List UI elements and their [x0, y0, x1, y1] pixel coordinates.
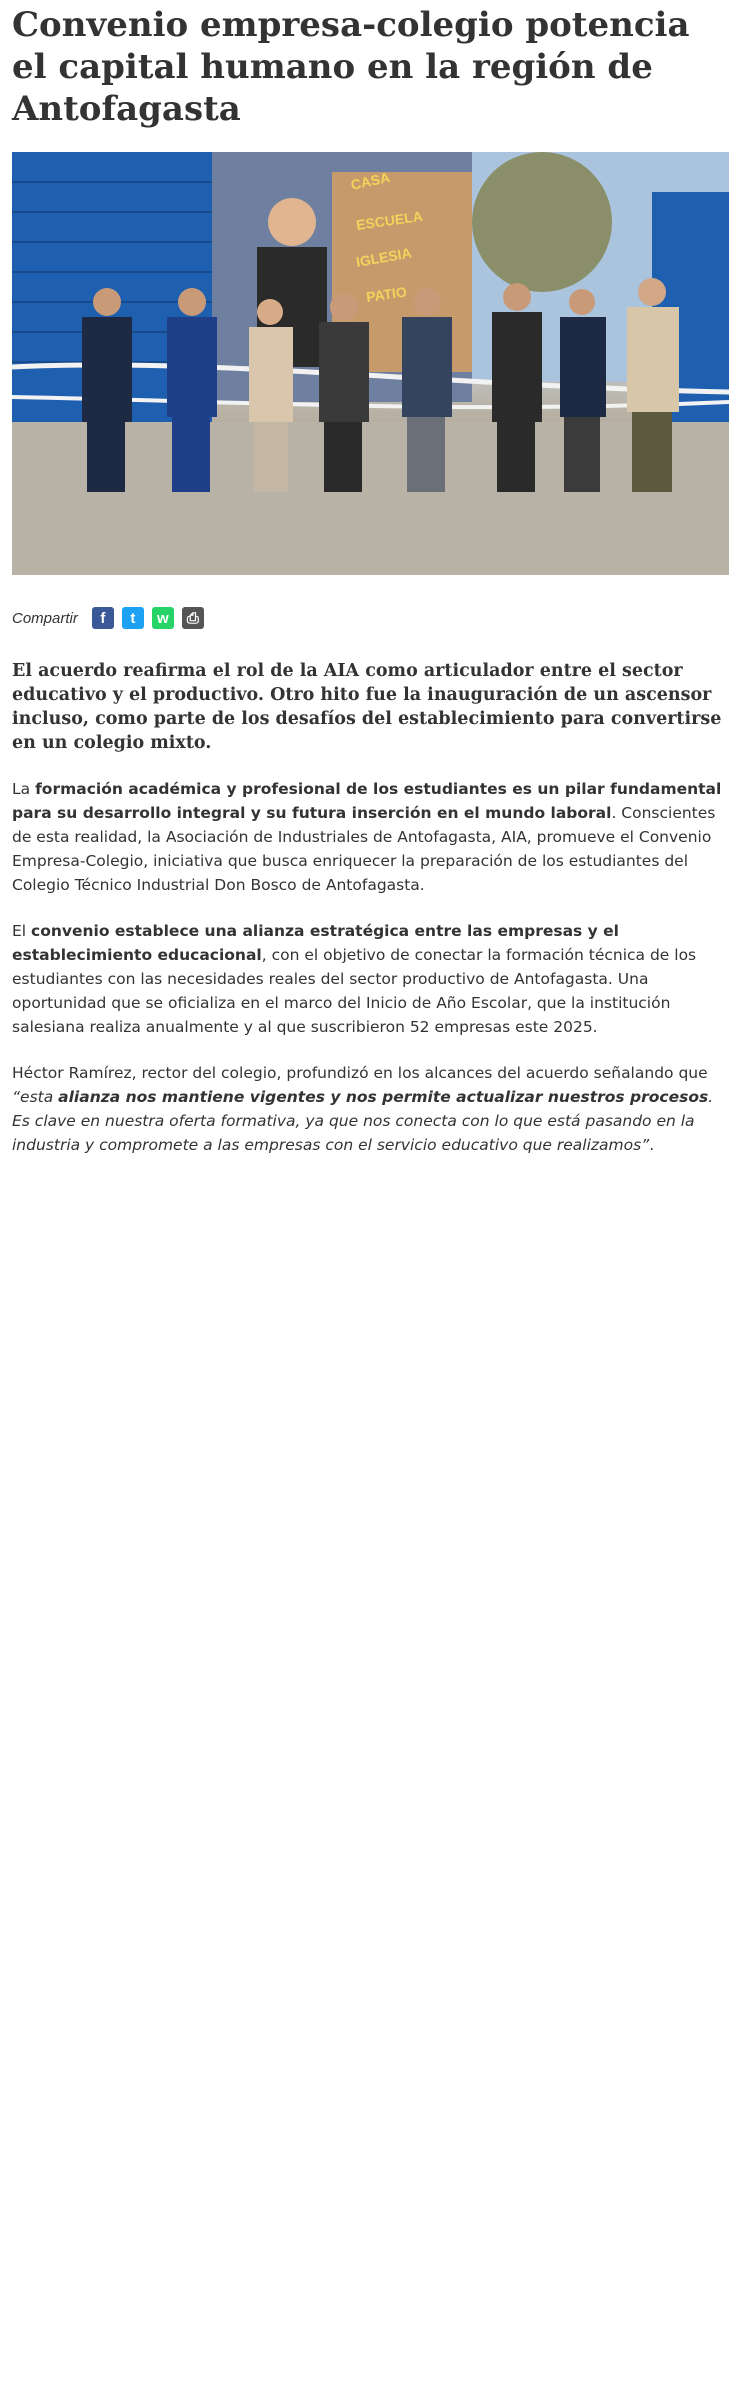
- body-paragraph-3: Héctor Ramírez, rector del colegio, profundizó en los alcances del acuerdo señalando que “esta alianza nos mantiene vigentes y nos permite actualizar nuestros procesos. Es clave en nuestra oferta formativa, ya que nos conecta con lo que está pasando en la industria y compromete a las empresas con el servicio educativo que realizamos”.: [12, 1064, 714, 1154]
- person: [627, 278, 679, 492]
- article-lead: El acuerdo reafirma el rol de la AIA como articulador entre el sector educativo y el productivo. Otro hito fue la inauguración de un ascensor incluso, como parte de los desafíos del establecimiento para convertirse en un colegio mixto.: [12, 661, 722, 753]
- mural-priest-face: [268, 198, 316, 246]
- ribbon-cutting-image: [12, 152, 729, 575]
- mural-word: IGLESIA: [354, 244, 413, 270]
- mural-word: CASA: [349, 169, 392, 193]
- person: [167, 288, 217, 492]
- person: [492, 283, 542, 492]
- body-paragraph-1: La formación académica y profesional de los estudiantes es un pilar fundamental para su desarrollo integral y su futura inserción en el mundo laboral. Conscientes de esta realidad, la Asociación de Industriales de Antofagasta, AIA, promueve el Convenio Empresa-Colegio, iniciativa que busca enriquecer la preparación de los estudiantes del Colegio Técnico Industrial Don Bosco de Antofagasta.: [12, 780, 722, 894]
- mural-word: ESCUELA: [355, 207, 424, 233]
- share-bar: [12, 607, 729, 629]
- twitter-share-icon[interactable]: t: [122, 607, 144, 629]
- share-label: Compartir: [12, 609, 78, 627]
- person: [402, 288, 452, 492]
- person: [319, 293, 369, 492]
- article-page: [0, 4, 741, 1157]
- print-icon[interactable]: ⎙: [182, 607, 204, 629]
- person: [560, 289, 606, 492]
- body-paragraph-2: El convenio establece una alianza estratégica entre las empresas y el establecimiento educacional, con el objetivo de conectar la formación técnica de los estudiantes con las necesidades reales del sector productivo de Antofagasta. Una oportunidad que se oficializa en el marco del Inicio de Año Escolar, que la institución salesiana realiza anualmente y al que suscribieron 52 empresas este 2025.: [12, 922, 697, 1036]
- article-photo: [12, 152, 729, 575]
- person: [82, 288, 132, 492]
- whatsapp-share-icon[interactable]: w: [152, 607, 174, 629]
- person: [249, 299, 293, 492]
- facebook-share-icon[interactable]: f: [92, 607, 114, 629]
- article-title: Convenio empresa-colegio potencia el capital humano en la región de Antofagasta: [12, 5, 690, 129]
- tree: [472, 152, 612, 292]
- mural-word: PATIO: [365, 283, 408, 305]
